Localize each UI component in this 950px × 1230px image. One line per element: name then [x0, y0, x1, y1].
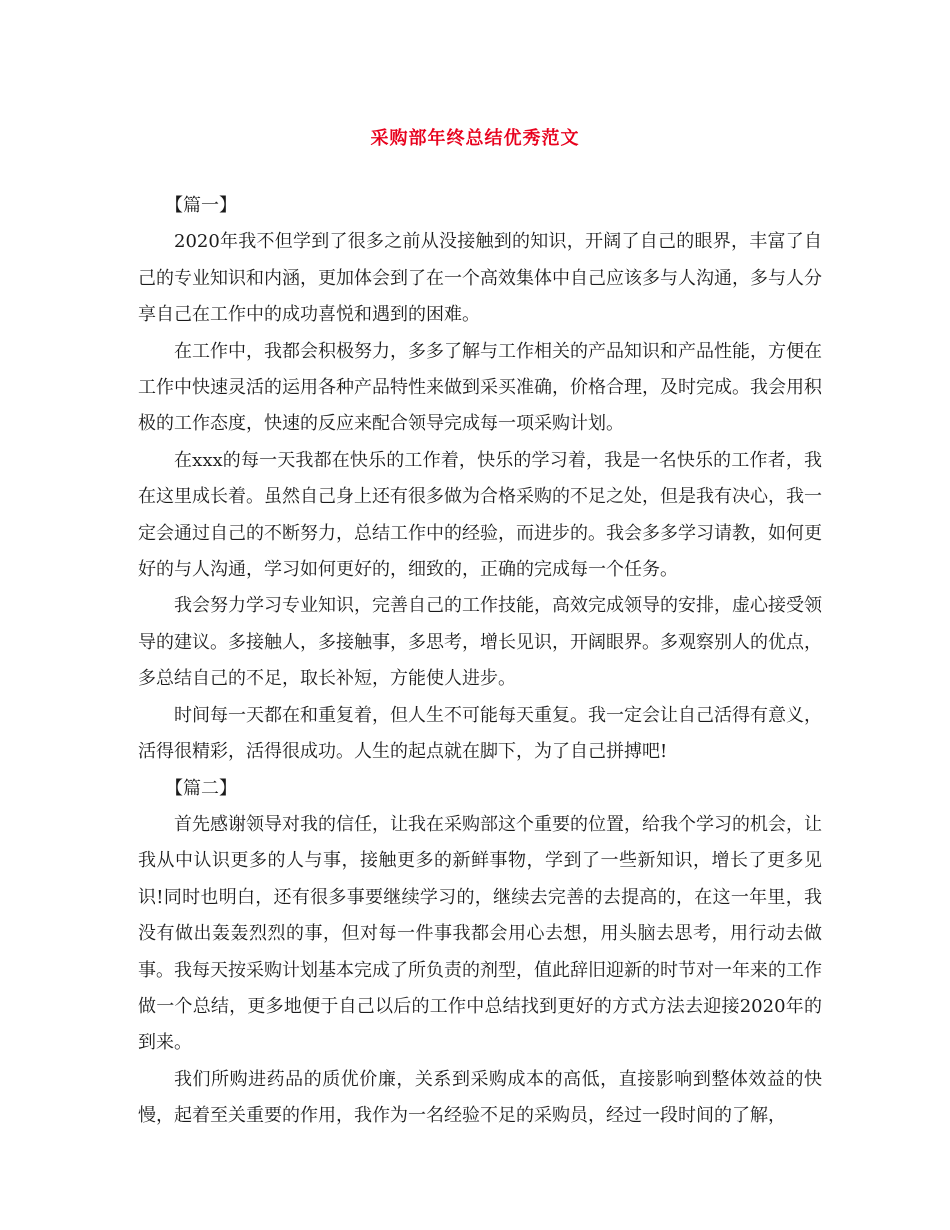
section-heading: 【篇一】	[165, 195, 237, 216]
document-body	[138, 188, 822, 1135]
section-heading: 【篇二】	[165, 777, 237, 799]
paragraph: 时间每一天都在和重复着，但人生不可能每天重复。我一定会让自己活得有意义，活得很精彩，活得很成功。人生的起点就在脚下，为了自己拼搏吧!	[138, 704, 822, 763]
document-title: 采购部年终总结优秀范文	[370, 128, 580, 149]
paragraph: 首先感谢领导对我的信任，让我在采购部这个重要的位置，给我个学习的机会，让我从中认识更多的人与事，接触更多的新鲜事物，学到了一些新知识，增长了更多见识!同时也明白，还有很多事要继续学习的，继续去完善的去提高的，在这一年里，我没有做出轰轰烈烈的事，但对每一件事我都会用心去想，用头脑去思考，用行动去做事。我每天按采购计划基本完成了所负责的剂型，值此辞旧迎新的时节对一年来的工作做一个总结，更多地便于自己以后的工作中总结找到更好的方式方法去迎接2020年的到来。	[138, 813, 822, 1054]
paragraph: 2020年我不但学到了很多之前从没接触到的知识，开阔了自己的眼界，丰富了自己的专业知识和内涵，更加体会到了在一个高效集体中自己应该多与人沟通，多与人分享自己在工作中的成功喜悦和遇到的困难。	[138, 231, 822, 326]
paragraph: 在工作中，我都会积极努力，多多了解与工作相关的产品知识和产品性能，方便在工作中快速灵活的运用各种产品特性来做到采买准确，价格合理，及时完成。我会用积极的工作态度，快速的反应来配合领导完成每一项采购计划。	[138, 340, 822, 435]
paragraph: 我们所购进药品的质优价廉，关系到采购成本的高低，直接影响到整体效益的快慢，起着至关重要的作用，我作为一名经验不足的采购员，经过一段时间的了解，	[138, 1068, 822, 1127]
paragraph: 在xxx的每一天我都在快乐的工作着，快乐的学习着，我是一名快乐的工作者，我在这里成长着。虽然自己身上还有很多做为合格采购的不足之处，但是我有决心，我一定会通过自己的不断努力，总结工作中的经验，而进步的。我会多多学习请教，如何更好的与人沟通，学习如何更好的，细致的，正确的完成每一个任务。	[138, 449, 822, 581]
paragraph: 我会努力学习专业知识，完善自己的工作技能，高效完成领导的安排，虚心接受领导的建议。多接触人，多接触事，多思考，增长见识，开阔眼界。多观察别人的优点，多总结自己的不足，取长补短，方能使人进步。	[138, 595, 822, 690]
